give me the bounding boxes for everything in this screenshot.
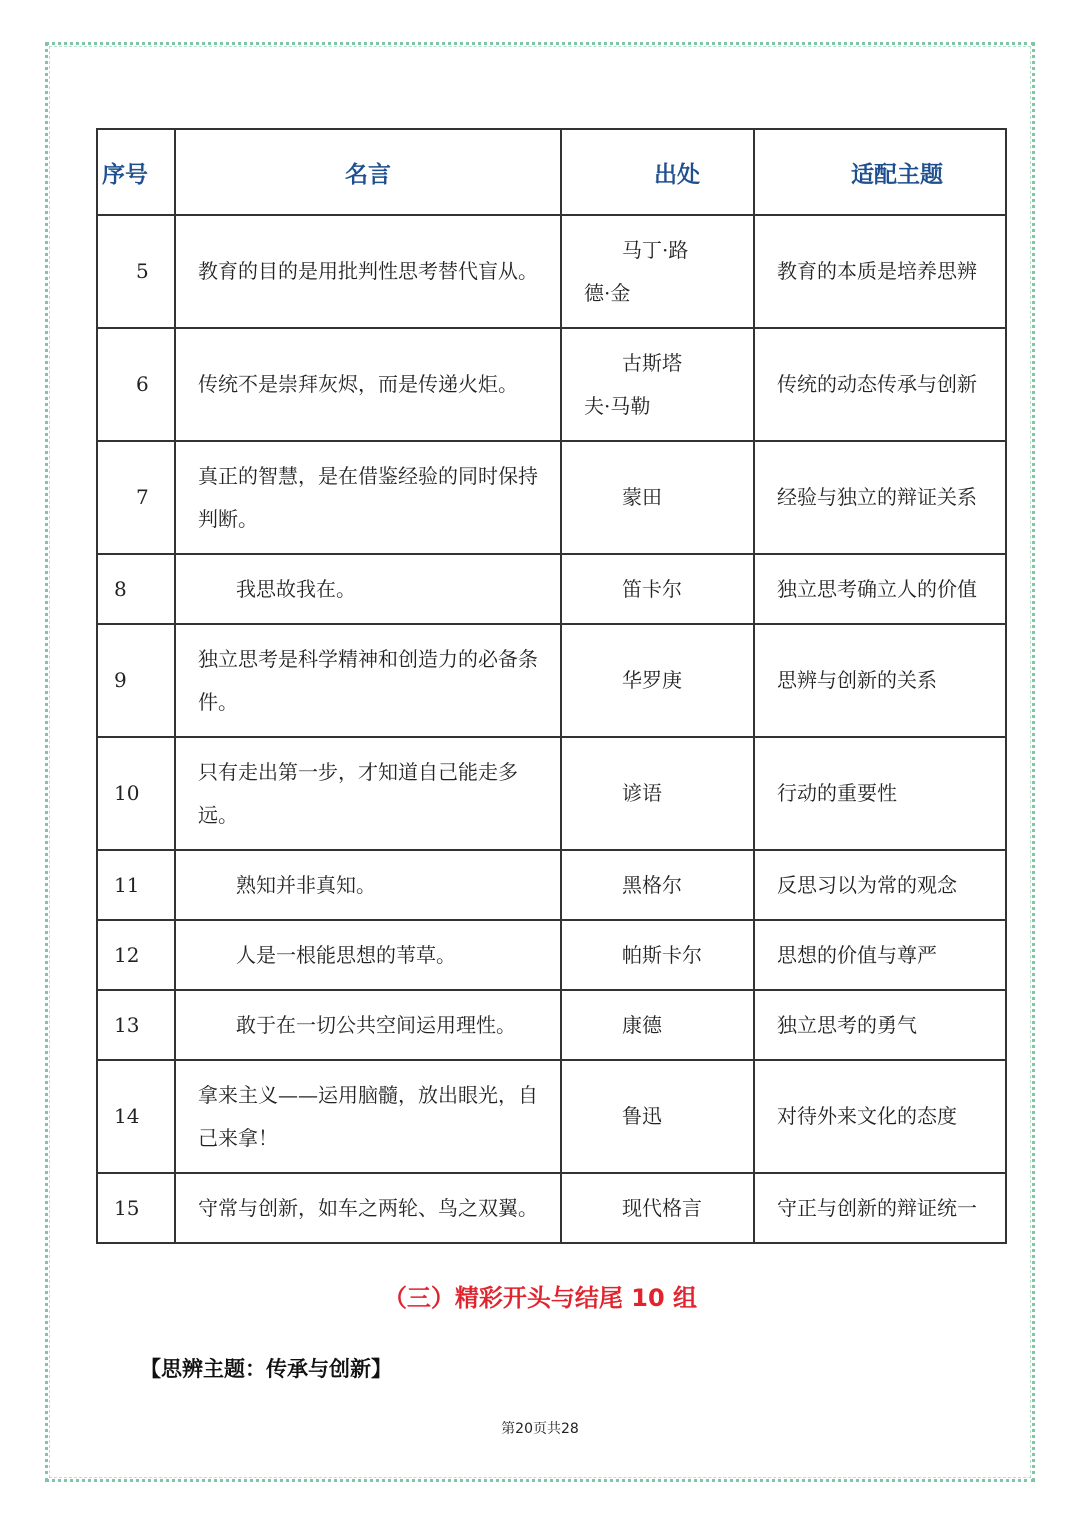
- row-number: 10: [97, 737, 175, 850]
- row-number: 8: [97, 554, 175, 624]
- row-number: 9: [97, 624, 175, 737]
- row-source: 黑格尔: [561, 850, 754, 920]
- row-source-line2: 德·金: [584, 280, 631, 305]
- row-source: 华罗庚: [561, 624, 754, 737]
- row-source-line1: 马丁·路: [622, 237, 689, 262]
- row-quote: 传统不是崇拜灰烬，而是传递火炬。: [175, 328, 561, 441]
- row-theme: 独立思考确立人的价值: [754, 554, 1006, 624]
- row-quote: 只有走出第一步，才知道自己能走多远。: [175, 737, 561, 850]
- row-quote: 教育的目的是用批判性思考替代盲从。: [175, 215, 561, 328]
- table-row: [97, 1173, 1006, 1243]
- row-source: 康德: [561, 990, 754, 1060]
- row-number: 14: [97, 1060, 175, 1173]
- row-theme: 独立思考的勇气: [754, 990, 1006, 1060]
- row-number: 7: [97, 441, 175, 554]
- row-quote: 敢于在一切公共空间运用理性。: [175, 990, 561, 1060]
- row-source: 笛卡尔: [561, 554, 754, 624]
- table-row: [97, 990, 1006, 1060]
- row-number: 5: [97, 215, 175, 328]
- quotes-table: [96, 128, 1007, 1244]
- row-quote: 真正的智慧，是在借鉴经验的同时保持判断。: [175, 441, 561, 554]
- row-number: 15: [97, 1173, 175, 1243]
- row-number: 13: [97, 990, 175, 1060]
- row-theme: 思想的价值与尊严: [754, 920, 1006, 990]
- row-number: 11: [97, 850, 175, 920]
- row-quote: 人是一根能思想的苇草。: [175, 920, 561, 990]
- row-quote: 独立思考是科学精神和创造力的必备条件。: [175, 624, 561, 737]
- page-number-footer: 第20页共28: [501, 1421, 579, 1437]
- table-row: [97, 624, 1006, 737]
- table-row: [97, 554, 1006, 624]
- row-source: [561, 215, 754, 328]
- table-row: [97, 328, 1006, 441]
- table-row: [97, 441, 1006, 554]
- row-source-line1: 古斯塔: [622, 350, 682, 375]
- section-title: （三）精彩开头与结尾 10 组: [382, 1284, 698, 1312]
- row-theme: 思辨与创新的关系: [754, 624, 1006, 737]
- row-theme: 教育的本质是培养思辨: [754, 215, 1006, 328]
- row-theme: 反思习以为常的观念: [754, 850, 1006, 920]
- row-theme: 经验与独立的辩证关系: [754, 441, 1006, 554]
- header-source: 出处: [561, 129, 754, 215]
- table-header-row: [97, 129, 1006, 215]
- header-theme: 适配主题: [754, 129, 1006, 215]
- row-source: 鲁迅: [561, 1060, 754, 1173]
- table-row: [97, 1060, 1006, 1173]
- row-number: 6: [97, 328, 175, 441]
- row-quote: 拿来主义——运用脑髓，放出眼光，自己来拿！: [175, 1060, 561, 1173]
- row-number: 12: [97, 920, 175, 990]
- table-row: [97, 850, 1006, 920]
- row-quote: 熟知并非真知。: [175, 850, 561, 920]
- row-source: [561, 328, 754, 441]
- theme-subheading: 【思辨主题：传承与创新】: [140, 1357, 392, 1381]
- row-theme: 对待外来文化的态度: [754, 1060, 1006, 1173]
- table-row: [97, 920, 1006, 990]
- row-source-line2: 夫·马勒: [584, 393, 651, 418]
- row-quote: 守常与创新，如车之两轮、鸟之双翼。: [175, 1173, 561, 1243]
- row-quote: 我思故我在。: [175, 554, 561, 624]
- row-source: 现代格言: [561, 1173, 754, 1243]
- row-theme: 传统的动态传承与创新: [754, 328, 1006, 441]
- row-theme: 行动的重要性: [754, 737, 1006, 850]
- table-row: [97, 215, 1006, 328]
- header-quote: 名言: [175, 129, 561, 215]
- row-source: 帕斯卡尔: [561, 920, 754, 990]
- row-source: 蒙田: [561, 441, 754, 554]
- row-source: 谚语: [561, 737, 754, 850]
- table-row: [97, 737, 1006, 850]
- row-theme: 守正与创新的辩证统一: [754, 1173, 1006, 1243]
- header-number: 序号: [97, 129, 175, 215]
